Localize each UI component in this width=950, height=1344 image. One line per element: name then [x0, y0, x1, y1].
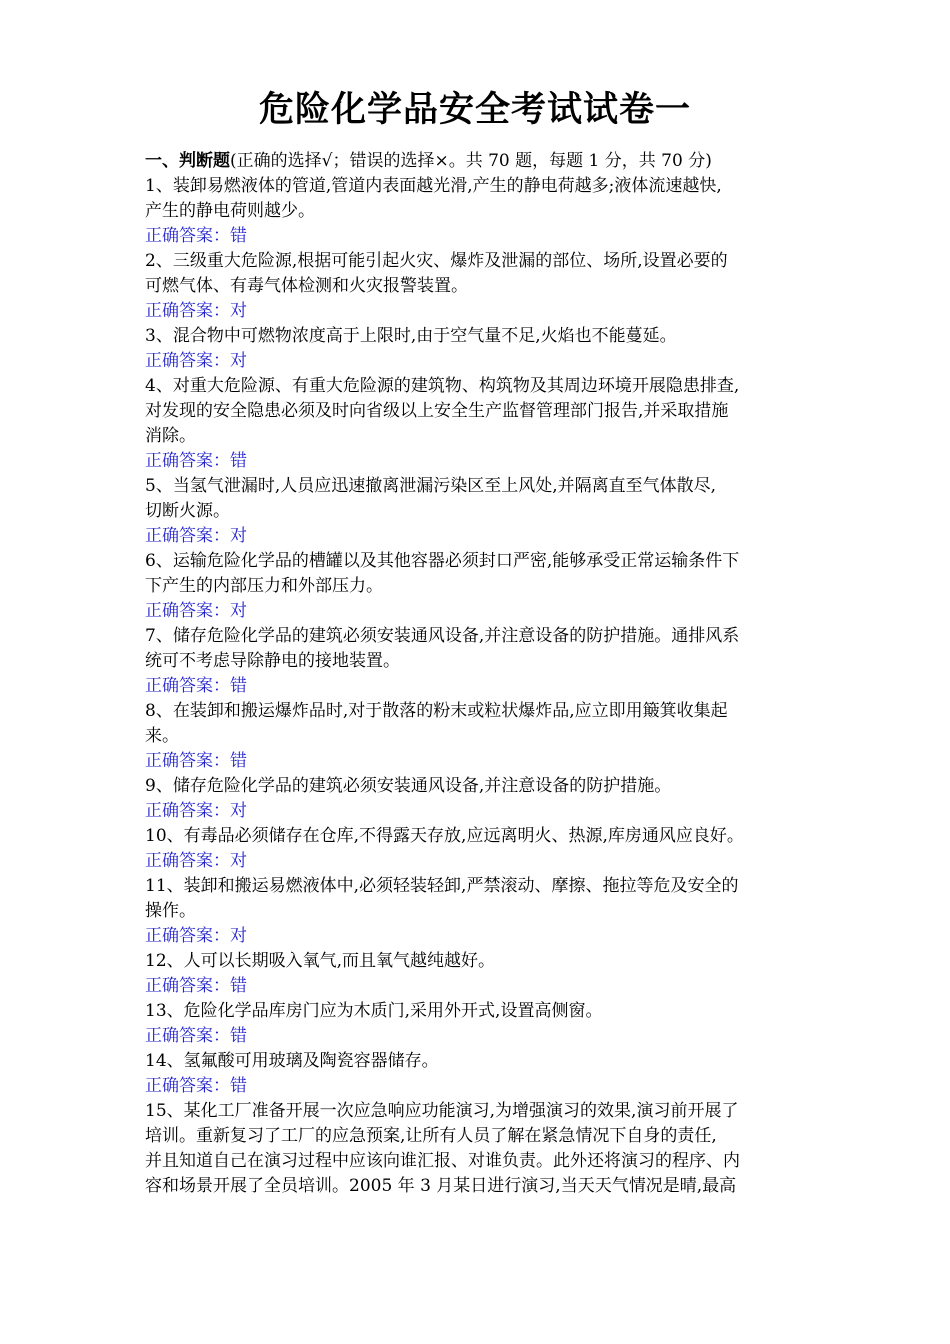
answer-value: 对: [230, 926, 247, 946]
answer-value: 错: [230, 451, 247, 471]
answer-prefix: 正确答案：: [145, 601, 230, 621]
answer-line: [145, 1024, 810, 1049]
answer-line: [145, 299, 810, 324]
question-text-line: 5、当氢气泄漏时,人员应迅速撤离泄漏污染区至上风处,并隔离直至气体散尽,: [145, 476, 717, 496]
answer-value: 错: [230, 1026, 247, 1046]
answer-value: 错: [230, 1076, 247, 1096]
answer-value: 对: [230, 851, 247, 871]
section-instruction: (正确的选择√；错误的选择×。共 70 题，每题 1 分，共 70 分): [230, 151, 712, 171]
question-text-line: 12、人可以长期吸入氧气,而且氧气越纯越好。: [145, 951, 496, 971]
question-text-line: 2、三级重大危险源,根据可能引起火灾、爆炸及泄漏的部位、场所,设置必要的: [145, 251, 728, 271]
question-text-line: 统可不考虑导除静电的接地装置。: [145, 651, 400, 671]
answer-prefix: 正确答案：: [145, 301, 230, 321]
answer-value: 对: [230, 526, 247, 546]
answer-line: [145, 349, 810, 374]
answer-value: 对: [230, 301, 247, 321]
answer-line: [145, 224, 810, 249]
question-text-line: 4、对重大危险源、有重大危险源的建筑物、构筑物及其周边环境开展隐患排查,: [145, 376, 740, 396]
answer-line: [145, 524, 810, 549]
section-header: [145, 149, 810, 174]
answer-prefix: 正确答案：: [145, 676, 230, 696]
question-text-line: 11、装卸和搬运易燃液体中,必须轻装轻卸,严禁滚动、摩擦、拖拉等危及安全的: [145, 876, 739, 896]
question-text-line: 消除。: [145, 426, 196, 446]
answer-prefix: 正确答案：: [145, 976, 230, 996]
question-text-line: 容和场景开展了全员培训。2005 年 3 月某日进行演习,当天天气情况是晴,最高: [145, 1176, 737, 1196]
answer-line: [145, 1074, 810, 1099]
answer-line: [145, 599, 810, 624]
page-title: 危险化学品安全考试试卷一: [258, 89, 691, 130]
answer-value: 对: [230, 351, 247, 371]
question-list: [145, 149, 810, 1199]
question-text-line: 1、装卸易燃液体的管道,管道内表面越光滑,产生的静电荷越多;液体流速越快,: [145, 176, 722, 196]
question-text-line: 切断火源。: [145, 501, 230, 521]
question-text-line: 3、混合物中可燃物浓度高于上限时,由于空气量不足,火焰也不能蔓延。: [145, 326, 677, 346]
answer-value: 错: [230, 226, 247, 246]
question-text-line: 产生的静电荷则越少。: [145, 201, 315, 221]
answer-line: [145, 924, 810, 949]
answer-prefix: 正确答案：: [145, 351, 230, 371]
question-text-line: 下产生的内部压力和外部压力。: [145, 576, 383, 596]
question-text-line: 培训。重新复习了工厂的应急预案,让所有人员了解在紧急情况下自身的责任,: [145, 1126, 717, 1146]
section-heading: 一、判断题: [145, 151, 230, 171]
answer-value: 错: [230, 751, 247, 771]
question-text-line: 9、储存危险化学品的建筑必须安装通风设备,并注意设备的防护措施。: [145, 776, 672, 796]
question-text-line: 13、危险化学品库房门应为木质门,采用外开式,设置高侧窗。: [145, 1001, 603, 1021]
answer-prefix: 正确答案：: [145, 526, 230, 546]
answer-prefix: 正确答案：: [145, 926, 230, 946]
answer-value: 错: [230, 976, 247, 996]
answer-line: [145, 449, 810, 474]
answer-line: [145, 849, 810, 874]
question-text-line: 14、氢氟酸可用玻璃及陶瓷容器储存。: [145, 1051, 439, 1071]
question-text-line: 可燃气体、有毒气体检测和火灾报警装置。: [145, 276, 468, 296]
answer-value: 错: [230, 676, 247, 696]
question-text-line: 操作。: [145, 901, 196, 921]
question-text-line: 15、某化工厂准备开展一次应急响应功能演习,为增强演习的效果,演习前开展了: [145, 1101, 739, 1121]
answer-line: [145, 974, 810, 999]
answer-line: [145, 799, 810, 824]
answer-prefix: 正确答案：: [145, 226, 230, 246]
question-text-line: 6、运输危险化学品的槽罐以及其他容器必须封口严密,能够承受正常运输条件下: [145, 551, 740, 571]
question-text-line: 并且知道自己在演习过程中应该向谁汇报、对谁负责。此外还将演习的程序、内: [145, 1151, 740, 1171]
answer-value: 对: [230, 801, 247, 821]
answer-value: 对: [230, 601, 247, 621]
answer-prefix: 正确答案：: [145, 851, 230, 871]
question-text-line: 7、储存危险化学品的建筑必须安装通风设备,并注意设备的防护措施。通排风系: [145, 626, 740, 646]
answer-line: [145, 749, 810, 774]
question-text-line: 10、有毒品必须储存在仓库,不得露天存放,应远离明火、热源,库房通风应良好。: [145, 826, 744, 846]
answer-line: [145, 674, 810, 699]
answer-prefix: 正确答案：: [145, 801, 230, 821]
question-text-line: 8、在装卸和搬运爆炸品时,对于散落的粉末或粒状爆炸品,应立即用簸箕收集起: [145, 701, 728, 721]
answer-prefix: 正确答案：: [145, 1076, 230, 1096]
question-text-line: 对发现的安全隐患必须及时向省级以上安全生产监督管理部门报告,并采取措施: [145, 401, 729, 421]
answer-prefix: 正确答案：: [145, 751, 230, 771]
answer-prefix: 正确答案：: [145, 1026, 230, 1046]
question-text-line: 来。: [145, 726, 179, 746]
answer-prefix: 正确答案：: [145, 451, 230, 471]
